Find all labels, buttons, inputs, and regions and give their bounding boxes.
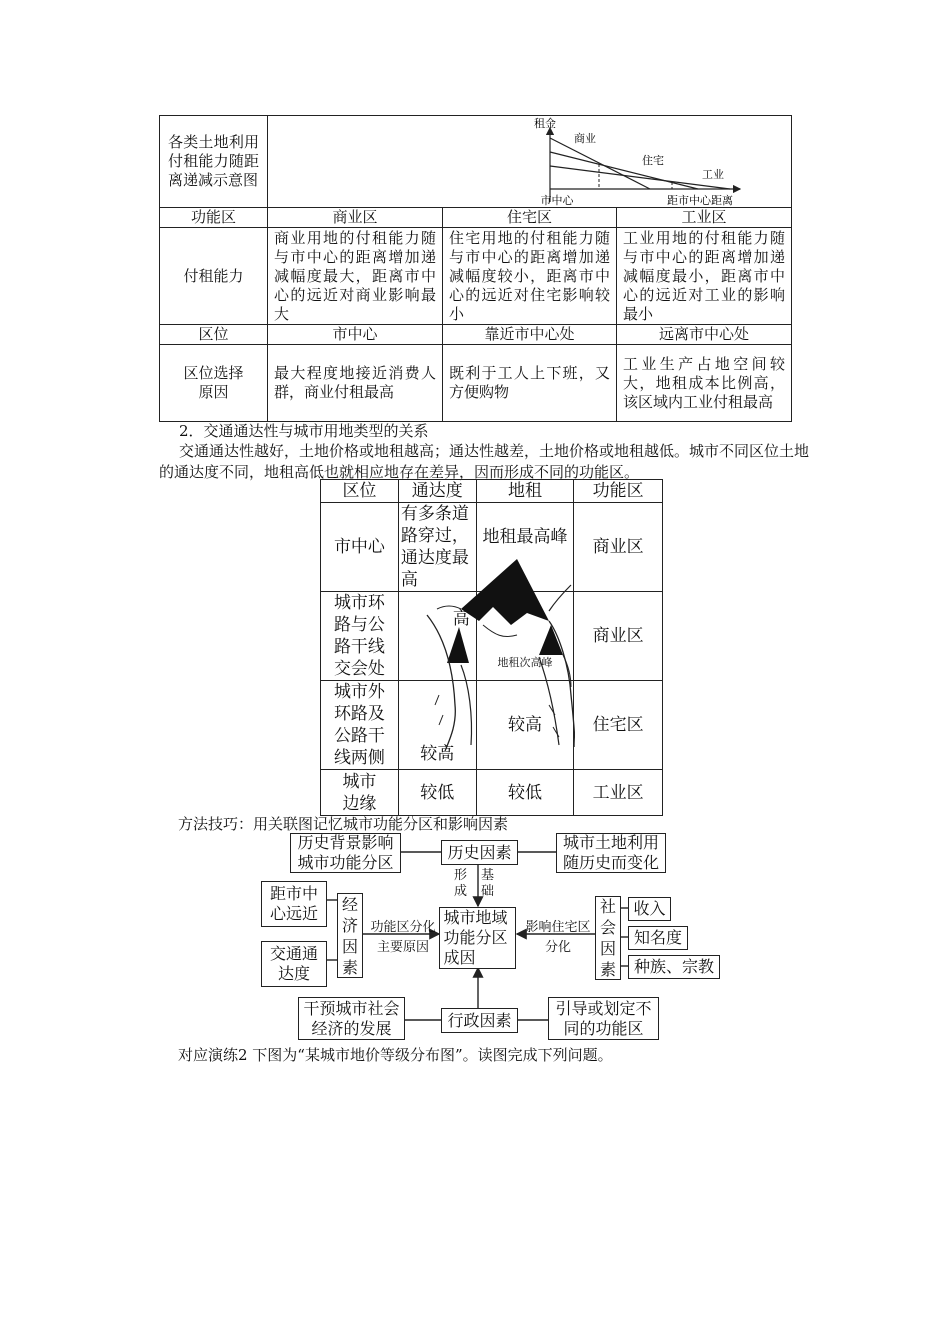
- row4-zone: 工业区: [574, 770, 663, 816]
- industrial-label: 工业: [702, 168, 725, 181]
- header-zone: 功能区: [574, 480, 663, 503]
- section-paragraph: 交通通达性越好，土地价格或地租越高；通达性越差，土地价格或地租越低。城市不同区位土地的通达度不同，地租高低也就相应地存在差异，因而形成不同的功能区。: [159, 442, 810, 481]
- admin-box: 行政因素: [441, 1008, 518, 1033]
- rent-decline-chart: [268, 116, 790, 207]
- row1-zone: 商业区: [574, 503, 663, 592]
- row3-access: 较高: [398, 681, 476, 770]
- reason-label: 区位选择原因: [160, 345, 268, 422]
- main-reason-bottom-label: 主要原因: [376, 940, 429, 955]
- fame-box: 知名度: [628, 926, 688, 950]
- intervene-box: 干预城市社会经济的发展: [298, 997, 405, 1040]
- header-residential: 住宅区: [443, 208, 617, 228]
- residential-line: [550, 152, 698, 189]
- header-access: 通达度: [398, 480, 476, 503]
- left-peak: [447, 627, 469, 663]
- basis-label: 基础: [481, 868, 495, 899]
- location-label: 区位: [160, 325, 268, 345]
- row1-rent: 地租最高峰: [476, 503, 574, 592]
- location-residential: 靠近市中心处: [443, 325, 617, 345]
- rent-label: 付租能力: [160, 228, 268, 325]
- reason-residential: 既利于工人上下班，又方便购物: [443, 345, 617, 422]
- residential-label: 住宅: [642, 154, 665, 167]
- rent-decline-diagram: [268, 116, 792, 208]
- rent-peak-illustration: [399, 555, 575, 755]
- exercise-text: 对应演练2 下图为“某城市地价等级分布图”。读图完成下列问题。: [178, 1046, 613, 1064]
- row3-location: 城市外环路及公路干线两侧: [321, 681, 399, 770]
- x-axis-label: 距市中心距离: [667, 194, 734, 207]
- distance-box: 距市中心远近: [261, 881, 327, 927]
- header-location: 区位: [321, 480, 399, 503]
- method-title: 方法技巧：用关联图记忆城市功能分区和影响因素: [178, 815, 509, 833]
- influence-top-label: 影响住宅区: [525, 920, 591, 935]
- section-heading: 2．交通通达性与城市用地类型的关系: [179, 422, 429, 440]
- guide-box: 引导或划定不同的功能区: [548, 997, 659, 1040]
- row4-access: 较低: [398, 770, 476, 816]
- header-zone: 功能区: [160, 208, 268, 228]
- y-axis-label: 租金: [534, 117, 557, 130]
- commercial-line: [550, 138, 650, 189]
- row3-rent: 较高: [476, 681, 574, 770]
- economic-box: 经济因素: [337, 893, 363, 978]
- x-origin-label: 市中心: [540, 194, 574, 207]
- race-box: 种族、宗教: [628, 955, 720, 979]
- row2-access: 高: [398, 592, 476, 681]
- location-industrial: 远离市中心处: [617, 325, 792, 345]
- history-factor-box: 历史因素: [441, 840, 518, 865]
- form-label: 形成: [454, 868, 468, 899]
- row4-location: 城市边缘: [321, 770, 399, 816]
- history-bg-box: 历史背景影响城市功能分区: [290, 833, 401, 873]
- rent-commercial: 商业用地的付租能力随与市中心的距离增加递减幅度最大，距离市中心的远近对商业影响最大: [268, 228, 443, 325]
- main-peak: [461, 559, 549, 625]
- influence-bottom-label: 分化: [544, 940, 571, 955]
- row2-rent: 地租次高峰: [476, 592, 574, 681]
- row3-zone: 住宅区: [574, 681, 663, 770]
- header-industrial: 工业区: [617, 208, 792, 228]
- rent-residential: 住宅用地的付租能力随与市中心的距离增加递减幅度较小，距离市中心的远近对住宅影响较小: [443, 228, 617, 325]
- center-box: 城市地域功能分区成因: [439, 907, 516, 969]
- traffic-box: 交通通达度: [261, 941, 327, 987]
- row1-access: 有多条道路穿过，通达度最高: [398, 503, 476, 592]
- row2-location: 城市环路与公路干线交会处: [321, 592, 399, 681]
- row2-zone: 商业区: [574, 592, 663, 681]
- rent-industrial: 工业用地的付租能力随与市中心的距离增加递减幅度最小，距离市中心的远近对工业的影响最小: [617, 228, 792, 325]
- social-box: 社会因素: [595, 896, 621, 980]
- history-change-box: 城市土地利用随历史而变化: [556, 833, 666, 873]
- reason-industrial: 工业生产占地空间较大，地租成本比例高，该区域内工业付租最高: [617, 345, 792, 422]
- location-commercial: 市中心: [268, 325, 443, 345]
- main-reason-top-label: 功能区分化: [370, 920, 436, 935]
- header-commercial: 商业区: [268, 208, 443, 228]
- header-rent: 地租: [476, 480, 574, 503]
- income-box: 收入: [628, 897, 671, 921]
- row1-location: 市中心: [321, 503, 399, 592]
- row4-rent: 较低: [476, 770, 574, 816]
- commercial-label: 商业: [574, 132, 597, 145]
- reason-commercial: 最大程度地接近消费人群，商业付租最高: [268, 345, 443, 422]
- diagram-row-label: 各类土地利用付租能力随距离递减示意图: [160, 116, 268, 208]
- rent-table: [159, 115, 792, 422]
